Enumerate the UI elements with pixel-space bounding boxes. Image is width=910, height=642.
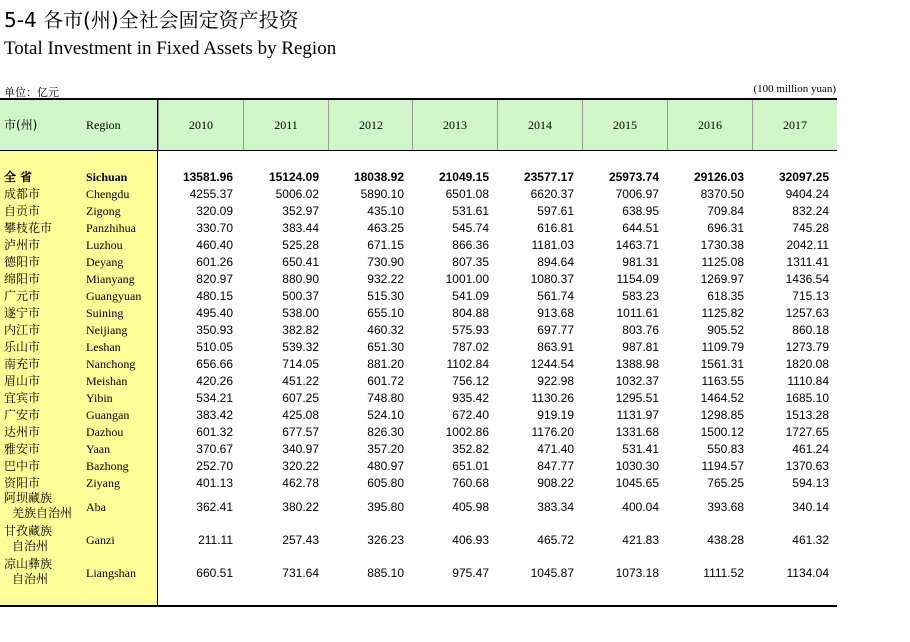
row-value-2010: 656.66: [196, 357, 233, 371]
row-region-name: Dazhou: [86, 425, 124, 439]
row-value-2013: 531.61: [452, 204, 489, 218]
row-value-2017: 1370.63: [785, 459, 829, 473]
row-value-2014: 1080.37: [530, 272, 574, 286]
row-value-2012: 435.10: [367, 204, 404, 218]
row-value-2011: 15124.09: [268, 170, 319, 184]
city-name-line: 自治州: [12, 539, 49, 553]
row-region-name: Yibin: [86, 391, 113, 405]
row-value-2014: 6620.37: [530, 187, 574, 201]
table-row: [0, 373, 837, 390]
row-city-name: [4, 272, 40, 287]
header-year: 2017: [752, 100, 837, 150]
row-region-name: Suining: [86, 306, 124, 320]
row-value-2016: 1125.08: [701, 255, 744, 269]
row-value-2010: 420.26: [196, 374, 233, 388]
table-row: [0, 390, 837, 407]
city-name-line: 自治州: [12, 572, 49, 586]
table-row: [0, 271, 837, 288]
row-region-name: Zigong: [86, 204, 121, 218]
city-name-line: 阿坝藏族: [4, 491, 53, 505]
row-region-name: Nanchong: [86, 357, 136, 371]
row-value-2011: 650.41: [282, 255, 319, 269]
row-region-name: Leshan: [86, 340, 121, 354]
row-value-2017: 832.24: [792, 204, 829, 218]
row-city-name: [4, 476, 40, 491]
row-city-name: [4, 491, 72, 521]
row-value-2016: 8370.50: [700, 187, 744, 201]
row-value-2016: 1125.82: [701, 306, 744, 320]
row-region-name: Luzhou: [86, 238, 123, 252]
row-value-2011: 257.43: [282, 533, 319, 547]
row-value-2014: 919.19: [537, 408, 574, 422]
row-value-2014: 908.22: [537, 476, 574, 490]
row-region-name: Panzhihua: [86, 221, 136, 235]
row-value-2013: 756.12: [452, 374, 489, 388]
row-value-2013: 541.09: [452, 289, 489, 303]
row-value-2011: 352.97: [282, 204, 319, 218]
row-value-2013: 406.93: [452, 533, 489, 547]
row-value-2014: 561.74: [537, 289, 574, 303]
city-name-line: 广安市: [4, 408, 41, 422]
table-title-chinese: 5-4 各市(州)全社会固定资产投资: [4, 8, 299, 32]
row-value-2012: 671.15: [367, 238, 404, 252]
row-value-2017: 860.18: [792, 323, 829, 337]
table-row: [0, 441, 837, 458]
table-row: [0, 458, 837, 475]
row-value-2012: 395.80: [367, 500, 404, 514]
row-value-2012: 460.32: [367, 323, 404, 337]
row-value-2013: 6501.08: [445, 187, 489, 201]
table-row: [0, 203, 837, 220]
row-value-2016: 905.52: [707, 323, 744, 337]
row-value-2011: 451.22: [282, 374, 319, 388]
row-value-2010: 495.40: [196, 306, 233, 320]
row-value-2012: 326.23: [367, 533, 404, 547]
row-value-2010: 252.70: [196, 459, 233, 473]
row-region-name: Ganzi: [86, 533, 115, 547]
row-value-2011: 320.22: [282, 459, 319, 473]
row-value-2012: 5890.10: [360, 187, 404, 201]
row-value-2013: 651.01: [452, 459, 489, 473]
row-value-2010: 13581.96: [182, 170, 233, 184]
city-name-line: 德阳市: [4, 255, 41, 269]
row-value-2013: 1002.86: [445, 425, 489, 439]
row-value-2015: 1331.68: [615, 425, 659, 439]
row-value-2016: 696.31: [707, 221, 744, 235]
row-city-name: [4, 374, 40, 389]
row-value-2011: 462.78: [282, 476, 319, 490]
city-name-line: 凉山彝族: [4, 557, 53, 571]
row-value-2012: 826.30: [367, 425, 404, 439]
row-value-2012: 748.80: [367, 391, 404, 405]
row-value-2016: 709.84: [707, 204, 744, 218]
row-value-2010: 820.97: [196, 272, 233, 286]
row-city-name: [4, 289, 40, 304]
row-value-2017: 461.32: [792, 533, 829, 547]
row-value-2011: 607.25: [282, 391, 319, 405]
row-value-2017: 1273.79: [785, 340, 829, 354]
row-region-name: Guangan: [86, 408, 130, 422]
row-value-2015: 1463.71: [615, 238, 659, 252]
row-value-2010: 370.67: [196, 442, 233, 456]
row-value-2015: 1131.97: [616, 408, 659, 422]
row-value-2017: 461.24: [792, 442, 829, 456]
row-value-2012: 881.20: [367, 357, 404, 371]
row-value-2017: 1685.10: [785, 391, 829, 405]
row-region-name: Ziyang: [86, 476, 120, 490]
row-value-2011: 731.64: [282, 566, 319, 580]
row-value-2014: 616.81: [537, 221, 574, 235]
city-name-line: 自贡市: [4, 204, 41, 218]
row-value-2017: 1311.41: [786, 255, 829, 269]
table-row: [0, 305, 837, 322]
header-region-label: Region: [86, 118, 121, 132]
row-value-2017: 1110.84: [787, 374, 829, 388]
row-value-2017: 1513.28: [785, 408, 829, 422]
city-name-line: 眉山市: [4, 374, 41, 388]
row-value-2017: 745.28: [792, 221, 829, 235]
row-value-2011: 677.57: [282, 425, 319, 439]
city-name-line: 资阳市: [4, 476, 41, 490]
row-value-2014: 465.72: [537, 533, 574, 547]
row-value-2010: 383.42: [196, 408, 233, 422]
row-value-2012: 601.72: [367, 374, 404, 388]
row-value-2016: 1561.31: [700, 357, 744, 371]
row-value-2010: 211.11: [198, 533, 233, 547]
row-value-2010: 401.13: [196, 476, 233, 490]
row-value-2016: 1163.55: [701, 374, 744, 388]
header-year: 2015: [582, 100, 667, 150]
table-row: [0, 475, 837, 492]
row-value-2014: 1181.03: [531, 238, 574, 252]
row-value-2011: 714.05: [282, 357, 319, 371]
row-value-2013: 760.68: [452, 476, 489, 490]
row-city-name: [4, 323, 40, 338]
row-region-name: Neijiang: [86, 323, 128, 337]
row-city-name: [4, 524, 52, 554]
row-region-name: Mianyang: [86, 272, 135, 286]
city-name-line: 宜宾市: [4, 391, 41, 405]
table-row: [0, 407, 837, 424]
row-value-2013: 807.35: [452, 255, 489, 269]
row-value-2016: 29126.03: [693, 170, 744, 184]
table-row: [0, 356, 837, 373]
row-value-2016: 1500.12: [700, 425, 744, 439]
row-value-2015: 1154.09: [616, 272, 659, 286]
table-row: [0, 339, 837, 356]
city-name-line: 攀枝花市: [4, 221, 53, 235]
row-value-2012: 932.22: [367, 272, 404, 286]
row-value-2015: 1045.65: [615, 476, 659, 490]
row-value-2013: 975.47: [452, 566, 489, 580]
city-name-line: 绵阳市: [4, 272, 41, 286]
row-value-2013: 935.42: [452, 391, 489, 405]
row-value-2014: 1130.26: [531, 391, 574, 405]
row-value-2015: 583.23: [622, 289, 659, 303]
row-value-2010: 362.41: [196, 500, 233, 514]
row-value-2016: 1730.38: [700, 238, 744, 252]
row-value-2010: 601.32: [196, 425, 233, 439]
table-row: [0, 557, 837, 590]
city-name-line: 成都市: [4, 187, 41, 201]
row-value-2016: 1111.52: [703, 566, 744, 580]
row-region-name: Aba: [86, 500, 106, 514]
header-year: 2011: [243, 100, 328, 150]
row-value-2013: 575.93: [452, 323, 489, 337]
row-value-2017: 1820.08: [785, 357, 829, 371]
city-name-line: 内江市: [4, 323, 41, 337]
row-city-name: [4, 557, 52, 587]
row-value-2012: 605.80: [367, 476, 404, 490]
row-city-name: [4, 357, 40, 372]
row-value-2013: 866.36: [452, 238, 489, 252]
row-value-2016: 618.35: [707, 289, 744, 303]
row-value-2012: 524.10: [367, 408, 404, 422]
row-value-2015: 25973.74: [608, 170, 659, 184]
row-value-2012: 655.10: [367, 306, 404, 320]
row-city-name: [4, 306, 40, 321]
row-region-name: Deyang: [86, 255, 124, 269]
table-row: [0, 524, 837, 557]
row-value-2015: 638.95: [622, 204, 659, 218]
row-city-name: [4, 204, 40, 219]
row-value-2010: 480.15: [196, 289, 233, 303]
row-value-2013: 672.40: [452, 408, 489, 422]
city-name-line: 泸州市: [4, 238, 41, 252]
city-name-line: 雅安市: [4, 442, 41, 456]
row-value-2015: 400.04: [622, 500, 659, 514]
row-value-2015: 421.83: [622, 533, 659, 547]
row-value-2017: 32097.25: [778, 170, 829, 184]
row-value-2014: 1244.54: [530, 357, 574, 371]
row-region-name: Chengdu: [86, 187, 130, 201]
row-value-2011: 539.32: [282, 340, 319, 354]
row-value-2010: 320.09: [196, 204, 233, 218]
header-year: 2014: [497, 100, 582, 150]
row-region-name: Guangyuan: [86, 289, 142, 303]
header-year: 2013: [412, 100, 497, 150]
row-city-name: [4, 238, 40, 253]
row-value-2011: 340.97: [282, 442, 319, 456]
row-city-name: [4, 340, 40, 355]
row-value-2011: 5006.02: [275, 187, 319, 201]
row-value-2017: 1436.54: [785, 272, 829, 286]
row-value-2011: 425.08: [282, 408, 319, 422]
row-city-name: [4, 221, 52, 236]
row-value-2017: 1727.65: [785, 425, 829, 439]
row-city-name: [4, 255, 40, 270]
row-value-2017: 1134.04: [786, 566, 829, 580]
unit-label-english: (100 million yuan): [753, 83, 836, 95]
row-value-2012: 885.10: [367, 566, 404, 580]
row-value-2012: 480.97: [367, 459, 404, 473]
table-row: [0, 288, 837, 305]
row-value-2014: 383.34: [537, 500, 574, 514]
row-value-2016: 1269.97: [700, 272, 744, 286]
row-value-2011: 880.90: [282, 272, 319, 286]
row-value-2015: 7006.97: [615, 187, 659, 201]
row-city-name: [4, 170, 32, 185]
city-name-line: 全 省: [4, 170, 33, 184]
table-row: [0, 237, 837, 254]
table-row: [0, 424, 837, 441]
header-year: 2010: [158, 100, 243, 150]
row-value-2014: 471.40: [537, 442, 574, 456]
table-row: [0, 186, 837, 203]
row-value-2014: 697.77: [537, 323, 574, 337]
row-value-2011: 538.00: [282, 306, 319, 320]
row-value-2014: 1045.87: [530, 566, 574, 580]
row-value-2014: 863.91: [537, 340, 574, 354]
row-value-2014: 894.64: [537, 255, 574, 269]
row-value-2016: 438.28: [707, 533, 744, 547]
row-value-2017: 9404.24: [785, 187, 829, 201]
row-value-2010: 660.51: [196, 566, 233, 580]
city-name-line: 南充市: [4, 357, 41, 371]
row-value-2010: 330.70: [196, 221, 233, 235]
row-value-2015: 531.41: [622, 442, 659, 456]
row-value-2012: 651.30: [367, 340, 404, 354]
row-value-2016: 1298.85: [700, 408, 744, 422]
row-value-2013: 1102.84: [446, 357, 489, 371]
row-value-2015: 1073.18: [615, 566, 659, 580]
table-row: [0, 491, 837, 524]
row-value-2012: 463.25: [367, 221, 404, 235]
row-value-2015: 803.76: [622, 323, 659, 337]
row-region-name: Meishan: [86, 374, 128, 388]
row-city-name: [4, 459, 40, 474]
row-value-2014: 1176.20: [531, 425, 574, 439]
row-value-2013: 804.88: [452, 306, 489, 320]
row-value-2010: 350.93: [196, 323, 233, 337]
row-value-2014: 597.61: [537, 204, 574, 218]
row-value-2010: 601.26: [196, 255, 233, 269]
city-name-line: 甘孜藏族: [4, 524, 53, 538]
row-value-2016: 765.25: [707, 476, 744, 490]
row-value-2011: 382.82: [282, 323, 319, 337]
row-value-2013: 1001.00: [445, 272, 489, 286]
row-value-2015: 1011.61: [616, 306, 659, 320]
row-value-2015: 987.81: [622, 340, 659, 354]
table-row: [0, 220, 837, 237]
table-header-row: [0, 100, 837, 151]
row-value-2017: 340.14: [792, 500, 829, 514]
row-value-2012: 357.20: [367, 442, 404, 456]
row-value-2017: 1257.63: [785, 306, 829, 320]
city-name-line: 广元市: [4, 289, 41, 303]
row-value-2013: 21049.15: [438, 170, 489, 184]
row-value-2011: 380.22: [282, 500, 319, 514]
city-name-line: 乐山市: [4, 340, 41, 354]
row-value-2015: 1032.37: [615, 374, 659, 388]
row-value-2010: 460.40: [196, 238, 233, 252]
row-value-2011: 500.37: [282, 289, 319, 303]
table-bottom-rule: [0, 605, 837, 607]
row-value-2010: 510.05: [196, 340, 233, 354]
city-name-line: 巴中市: [4, 459, 41, 473]
city-name-line: 羌族自治州: [12, 506, 73, 520]
row-value-2015: 981.31: [622, 255, 659, 269]
row-value-2012: 515.30: [367, 289, 404, 303]
city-name-line: 达州市: [4, 425, 41, 439]
row-value-2011: 525.28: [282, 238, 319, 252]
unit-label-chinese: 单位：亿元: [4, 86, 59, 99]
row-value-2010: 4255.37: [189, 187, 233, 201]
row-value-2016: 550.83: [707, 442, 744, 456]
row-region-name: Yaan: [86, 442, 111, 456]
row-value-2016: 1464.52: [700, 391, 744, 405]
row-region-name: Sichuan: [86, 170, 128, 184]
row-value-2013: 405.98: [452, 500, 489, 514]
row-city-name: [4, 391, 40, 406]
row-value-2014: 922.98: [537, 374, 574, 388]
header-year: 2016: [667, 100, 752, 150]
header-city-label: 市(州): [4, 118, 38, 132]
row-value-2013: 352.82: [452, 442, 489, 456]
row-value-2010: 534.21: [196, 391, 233, 405]
row-value-2015: 644.51: [622, 221, 659, 235]
row-city-name: [4, 425, 40, 440]
row-value-2015: 1030.30: [615, 459, 659, 473]
row-value-2013: 545.74: [452, 221, 489, 235]
row-value-2017: 715.13: [792, 289, 829, 303]
table-row: [0, 254, 837, 271]
row-value-2014: 913.68: [537, 306, 574, 320]
row-value-2011: 383.44: [282, 221, 319, 235]
row-value-2015: 1295.51: [615, 391, 659, 405]
row-value-2012: 730.90: [367, 255, 404, 269]
row-value-2015: 1388.98: [615, 357, 659, 371]
row-city-name: [4, 187, 40, 202]
table-row: [0, 169, 837, 186]
row-value-2016: 1194.57: [701, 459, 744, 473]
row-value-2016: 1109.79: [701, 340, 744, 354]
row-value-2017: 594.13: [792, 476, 829, 490]
row-region-name: Bazhong: [86, 459, 129, 473]
row-value-2014: 847.77: [537, 459, 574, 473]
header-year: 2012: [328, 100, 413, 150]
table-title-english: Total Investment in Fixed Assets by Region: [4, 38, 337, 59]
row-value-2013: 787.02: [452, 340, 489, 354]
row-value-2014: 23577.17: [523, 170, 574, 184]
row-region-name: Liangshan: [86, 566, 136, 580]
table-row: [0, 322, 837, 339]
city-name-line: 遂宁市: [4, 306, 41, 320]
row-value-2016: 393.68: [707, 500, 744, 514]
row-city-name: [4, 408, 40, 423]
row-value-2012: 18038.92: [353, 170, 404, 184]
row-value-2017: 2042.11: [786, 238, 829, 252]
row-city-name: [4, 442, 40, 457]
